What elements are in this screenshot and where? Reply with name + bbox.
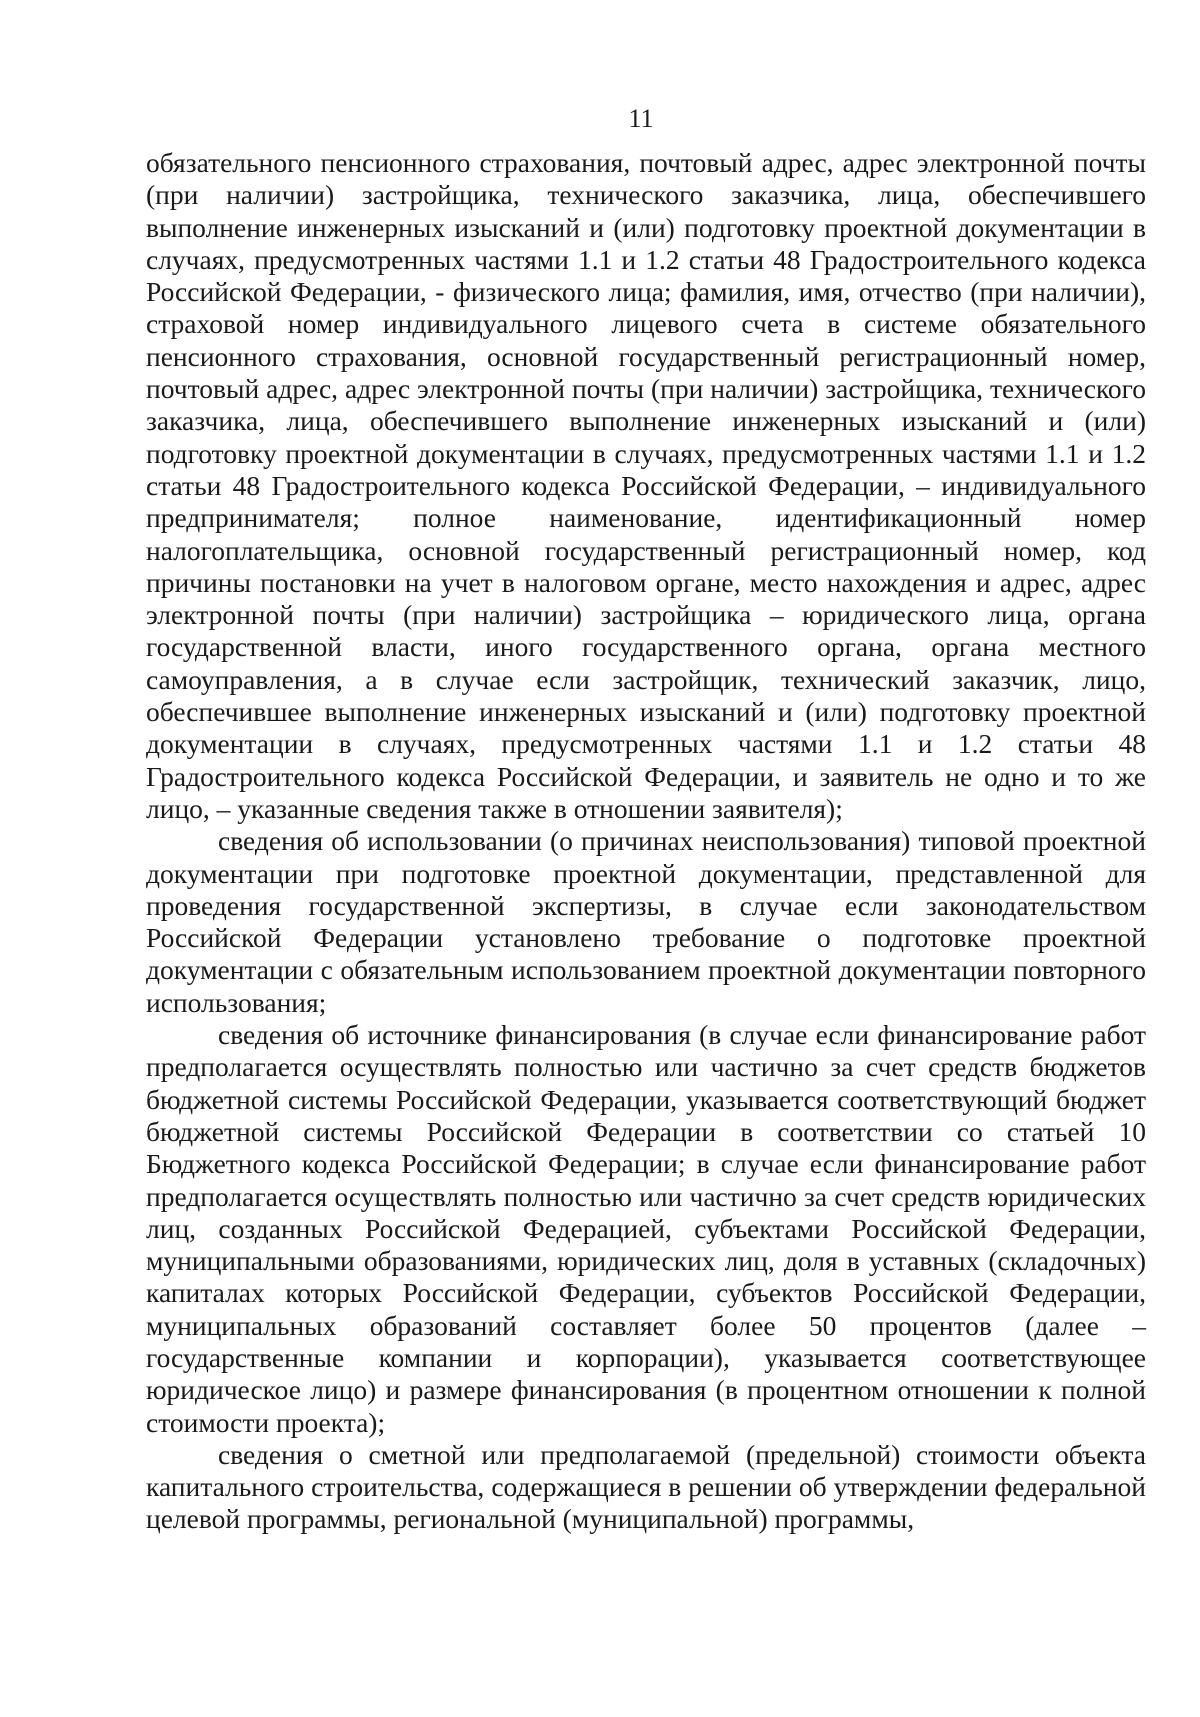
document-body bbox=[146, 147, 1146, 1536]
paragraph-typical-documentation: сведения об использовании (о причинах неиспользования) типовой проектной документации при подготовке проектной документации, представленной для проведения государственной экспертизы, в случае если законодательством Российской Федерации установлено требование о подготовке проектной документации с обязательным использованием проектной документации повторного использования; bbox=[146, 825, 1146, 1018]
paragraph-funding-source: сведения об источнике финансирования (в случае если финансирование работ предполагается осуществлять полностью или частично за счет средств бюджетов бюджетной системы Российской Федерации, указывается соответствующий бюджет бюджетной системы Российской Федерации в соответствии со статьей 10 Бюджетного кодекса Российской Федерации; в случае если финансирование работ предполагается осуществлять полностью или частично за счет средств юридических лиц, созданных Российской Федерацией, субъектами Российской Федерации, муниципальными образованиями, юридических лиц, доля в уставных (складочных) капиталах которых Российской Федерации, субъектов Российской Федерации, муниципальных образований составляет более 50 процентов (далее – государственные компании и корпорации), указывается соответствующее юридическое лицо) и размере финансирования (в процентном отношении к полной стоимости проекта); bbox=[146, 1019, 1146, 1438]
page-number: 11 bbox=[628, 104, 654, 133]
paragraph-estimated-cost: сведения о сметной или предполагаемой (предельной) стоимости объекта капитального строительства, содержащиеся в решении об утверждении федеральной целевой программы, региональной (муниципальной) программы, bbox=[146, 1438, 1146, 1535]
paragraph-continuation: обязательного пенсионного страхования, почтовый адрес, адрес электронной почты (при наличии) застройщика, технического заказчика, лица, обеспечившего выполнение инженерных изысканий и (или) подготовку проектной документации в случаях, предусмотренных частями 1.1 и 1.2 статьи 48 Градостроительного кодекса Российской Федерации, - физического лица; фамилия, имя, отчество (при наличии), страховой номер индивидуального лицевого счета в системе обязательного пенсионного страхования, основной государственный регистрационный номер, почтовый адрес, адрес электронной почты (при наличии) застройщика, технического заказчика, лица, обеспечившего выполнение инженерных изысканий и (или) подготовку проектной документации в случаях, предусмотренных частями 1.1 и 1.2 статьи 48 Градостроительного кодекса Российской Федерации, – индивидуального предпринимателя; полное наименование, идентификационный номер налогоплательщика, основной государственный регистрационный номер, код причины постановки на учет в налоговом органе, место нахождения и адрес, адрес электронной почты (при наличии) застройщика – юридического лица, органа государственной власти, иного государственного органа, органа местного самоуправления, а в случае если застройщик, технический заказчик, лицо, обеспечившее выполнение инженерных изысканий и (или) подготовку проектной документации в случаях, предусмотренных частями 1.1 и 1.2 статьи 48 Градостроительного кодекса Российской Федерации, и заявитель не одно и то же лицо, – указанные сведения также в отношении заявителя); bbox=[146, 147, 1146, 824]
